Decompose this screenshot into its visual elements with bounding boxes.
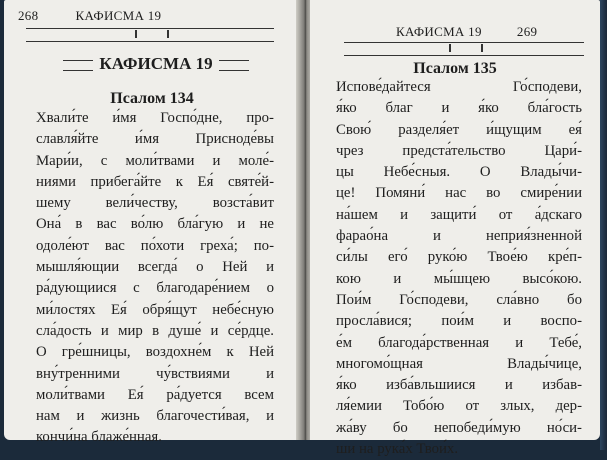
text-line: Хвали́те и́мя Госпо́дне, про-: [36, 110, 274, 126]
text-line: славля́йте и́мя Присноде́вы: [36, 131, 274, 148]
left-header-ornament: [26, 28, 274, 42]
kathisma-title: [56, 54, 256, 74]
left-page-header: [18, 8, 161, 24]
book-cover-edge: [600, 0, 607, 450]
psalm-134-text: [36, 108, 274, 449]
text-line: вну́тренними чу́вствиями и: [36, 365, 274, 382]
right-page-number: 269: [516, 24, 538, 39]
left-page: [4, 0, 300, 446]
text-line: Испове́дайтеся Го́сподеви,: [336, 79, 582, 95]
text-line: це! Помяни́ нас во смире́нии: [336, 185, 582, 202]
kathisma-title-text: КАФИСМА 19: [99, 54, 213, 73]
text-line: одоле́ют вас по́хоти греха́; по-: [36, 237, 274, 254]
text-line: Пои́м Го́сподеви, сла́вно бо: [336, 291, 582, 308]
text-line: Свою́ разделя́ет и́щущим ея́: [336, 121, 582, 138]
text-line: мышля́ющии всегда́ о Ней и: [36, 259, 274, 276]
text-line: кончи́на блаже́нная.: [36, 429, 162, 446]
text-line: я́ко изба́вльшиися и избав-: [336, 377, 582, 394]
right-header-ornament: [344, 42, 584, 56]
text-line: Мари́и, с моли́твами и моле́-: [36, 152, 274, 169]
text-line: чрез предста́тельство Цари́-: [336, 142, 582, 159]
text-line: О гре́шницы, воздохне́м к Ней: [36, 344, 274, 361]
text-line: просла́вися; пои́м и воспо-: [336, 313, 582, 330]
text-line: си́лы его́ руко́ю Твое́ю кре́п-: [336, 249, 582, 266]
text-line: жа́ву бо непобеди́мую но́си-: [336, 419, 582, 436]
text-line: ши на рука́х Твои́х.: [336, 441, 459, 458]
psalm-134-title: Псалом 134: [110, 90, 194, 107]
text-line: ниями прибега́йте к Ея́ святе́й-: [36, 173, 274, 190]
right-title-flourish-icon: [219, 60, 249, 71]
text-line: многомо́щная Влады́чице,: [336, 355, 582, 372]
text-line: нам и жизнь благочести́вая, и: [36, 408, 274, 425]
text-line: на́шем и защити́ от а́дскаго: [336, 206, 582, 223]
text-line: Она́ в вас во́лю бла́гую и не: [36, 216, 274, 233]
psalm-135-title: Псалом 135: [413, 60, 497, 77]
text-line: цы Небе́сныя. О Влады́чи-: [336, 164, 582, 181]
text-line: кою и мы́шцею высо́кою.: [336, 270, 582, 287]
text-line: ми́лостях Ея́ обря́щут небе́сную: [36, 301, 274, 318]
text-line: я́ко благ и я́ко бла́гость: [336, 100, 582, 117]
text-line: шему вели́честву, возста́вит: [36, 195, 274, 212]
left-title-flourish-icon: [63, 60, 93, 71]
text-line: сла́дость и мир в душе́ и се́рдце.: [36, 322, 274, 339]
right-page-header: [396, 24, 537, 40]
text-line: моли́твами Ея́ ра́дуется всем: [36, 386, 274, 403]
right-running-head: КАФИСМА 19: [396, 24, 482, 39]
text-line: ля́емии Тобо́ю от злых, дер-: [336, 398, 582, 415]
text-line: е́м благода́рственная и Тебе́,: [336, 334, 582, 351]
right-page: [310, 0, 600, 458]
text-line: фарао́на и неприя́зненной: [336, 228, 582, 245]
left-page-number: 268: [18, 8, 39, 23]
psalm-135-text: [336, 77, 582, 460]
left-running-head: КАФИСМА 19: [75, 8, 162, 23]
text-line: ра́дующиися с благодаре́нием о: [36, 280, 274, 297]
